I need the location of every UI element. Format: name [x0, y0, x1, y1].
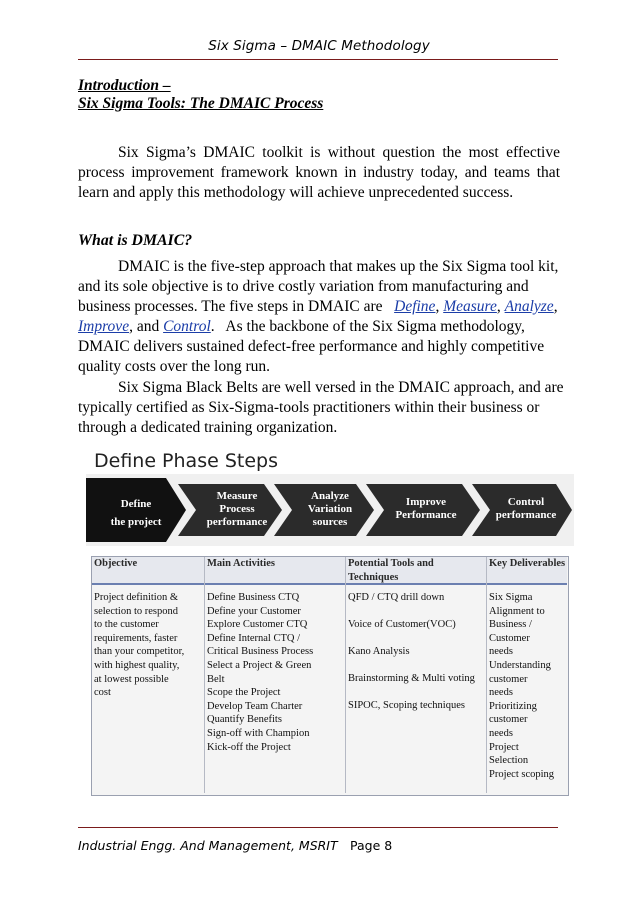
- header-tools: Potential Tools and Techniques: [346, 557, 486, 585]
- objective-line: with highest quality,: [94, 659, 180, 671]
- column-deliverables: [487, 557, 567, 793]
- chevron-control-line1: Control: [507, 496, 545, 508]
- chevron-measure-label: [196, 490, 278, 529]
- what-is-dmaic-heading: What is DMAIC?: [78, 232, 193, 249]
- define-phase-table: [91, 556, 569, 796]
- tool-line: SIPOC, Scoping techniques: [348, 700, 465, 711]
- activity-line: Scope the Project: [207, 687, 281, 699]
- chevron-measure-line3: performance: [206, 516, 268, 528]
- paragraph-black-belts-text: Six Sigma Black Belts are well versed in the DMAIC approach, and are typically certified as Six-Sigma-tools practitioners within their business or through a dedicated training organization.: [78, 379, 564, 436]
- chevron-analyze-line2: Variation: [307, 503, 353, 515]
- header-main-activities: Main Activities: [205, 557, 345, 585]
- deliverable-line: Six Sigma: [489, 592, 533, 603]
- tool-line: QFD / CTQ drill down: [348, 592, 445, 603]
- footer-rule: [78, 827, 558, 828]
- figure-title: Define Phase Steps: [94, 450, 278, 472]
- objective-line: than your competitor,: [94, 646, 185, 658]
- activity-line: Critical Business Process: [207, 646, 314, 658]
- paragraph-dmaic: DMAIC is the five-step approach that makes up the Six Sigma tool kit, and its sole objective is to drive costly variation from manufacturing and business processes. The five steps in DMAIC are Define, Measure, Analyze, Improve, and Control. As the backbone of the Six Sigma methodology, DMAIC delivers sustained defect-free performance and highly competitive quality costs over the long run.: [78, 258, 559, 375]
- deliverable-line: Understanding: [489, 659, 551, 671]
- deliverable-line: Project: [489, 741, 519, 753]
- chevron-analyze-line1: Analyze: [311, 490, 349, 502]
- chevron-improve-line2: Performance: [395, 509, 457, 521]
- link-measure[interactable]: Measure: [443, 298, 497, 315]
- link-control[interactable]: Control: [163, 318, 211, 335]
- objective-line: to the customer: [94, 619, 159, 631]
- deliverable-line: customer: [489, 673, 528, 685]
- activity-line: Develop Team Charter: [207, 700, 303, 712]
- chevron-define-label: [104, 498, 168, 529]
- tool-line: Brainstorming & Multi voting: [348, 673, 475, 684]
- activity-line: Define Internal CTQ /: [207, 632, 301, 644]
- page-number: Page 8: [350, 838, 393, 853]
- deliverable-line: customer: [489, 714, 528, 726]
- chevron-measure-line1: Measure: [216, 490, 258, 502]
- link-improve[interactable]: Improve: [78, 318, 130, 335]
- activity-line: Define your Customer: [207, 605, 301, 617]
- paragraph-dmaic-lead: DMAIC is the five-step approach that makes up the Six Sigma tool kit, and its sole objective is to drive costly variation from manufacturing and business processes. The five steps in DMAIC are: [78, 258, 559, 315]
- column-tools: [346, 557, 486, 793]
- chevron-measure-line2: Process: [219, 503, 255, 515]
- header-rule: [78, 59, 558, 60]
- activities-body: [205, 585, 345, 754]
- deliverable-line: Selection: [489, 755, 529, 767]
- intro-heading: [78, 77, 323, 113]
- paragraph-intro-text: Six Sigma’s DMAIC toolkit is without question the most effective process improvement framework known in industry today, and teams that learn and apply this methodology will achieve unprecedented success.: [78, 144, 560, 201]
- activity-line: Kick-off the Project: [207, 741, 291, 753]
- tool-line: Voice of Customer(VOC): [348, 619, 456, 630]
- objective-line: selection to respond: [94, 605, 178, 617]
- header-objective: Objective: [92, 557, 204, 585]
- column-objective: [92, 557, 204, 793]
- deliverables-body: [487, 585, 567, 781]
- deliverable-line: Business /: [489, 619, 532, 631]
- paragraph-dmaic-tail: As the backbone of the Six Sigma methodology, DMAIC delivers sustained defect-free performance and highly competitive quality costs over the long run.: [78, 318, 545, 375]
- link-define[interactable]: Define: [394, 298, 436, 315]
- objective-line: Project definition &: [94, 592, 178, 603]
- chevron-improve-line1: Improve: [405, 496, 447, 508]
- objective-line: at lowest possible: [94, 673, 169, 685]
- paragraph-intro: [78, 143, 560, 203]
- intro-line-2: Six Sigma Tools: The DMAIC Process: [78, 95, 324, 112]
- tools-body: [346, 585, 486, 726]
- chevron-define-line2: the project: [110, 516, 162, 528]
- chevron-analyze-line3: sources: [312, 516, 348, 528]
- paragraph-black-belts: [78, 378, 568, 438]
- chevron-analyze-label: [292, 490, 368, 529]
- tool-line: Kano Analysis: [348, 646, 410, 657]
- intro-line-1: Introduction –: [78, 77, 171, 94]
- activity-line: Explore Customer CTQ: [207, 619, 308, 631]
- deliverable-line: Project scoping: [489, 768, 555, 780]
- column-main-activities: [205, 557, 345, 793]
- deliverable-line: needs: [489, 687, 513, 699]
- page-header: Six Sigma – DMAIC Methodology: [208, 38, 430, 54]
- header-deliverables: Key Deliverables: [487, 557, 567, 585]
- objective-line: requirements, faster: [94, 632, 178, 644]
- link-analyze[interactable]: Analyze: [504, 298, 554, 315]
- define-phase-figure: [86, 450, 574, 795]
- deliverable-line: Alignment to: [489, 605, 545, 617]
- deliverable-line: needs: [489, 727, 513, 739]
- chevron-define-line1: Define: [120, 498, 152, 510]
- objective-body: [92, 585, 204, 700]
- activity-line: Select a Project & Green: [207, 659, 312, 671]
- activity-line: Belt: [207, 673, 225, 685]
- footer-institution: Industrial Engg. And Management, MSRIT: [78, 838, 338, 853]
- objective-line: cost: [94, 687, 111, 699]
- chevron-control-label: [484, 496, 568, 522]
- chevron-control-line2: performance: [495, 509, 557, 521]
- activity-line: Sign-off with Champion: [207, 727, 310, 739]
- deliverable-line: Prioritizing: [489, 700, 537, 712]
- activity-line: Quantify Benefits: [207, 714, 282, 726]
- chevron-improve-label: [384, 496, 468, 522]
- deliverable-line: needs: [489, 646, 513, 658]
- deliverable-line: Customer: [489, 632, 530, 644]
- activity-line: Define Business CTQ: [207, 592, 300, 603]
